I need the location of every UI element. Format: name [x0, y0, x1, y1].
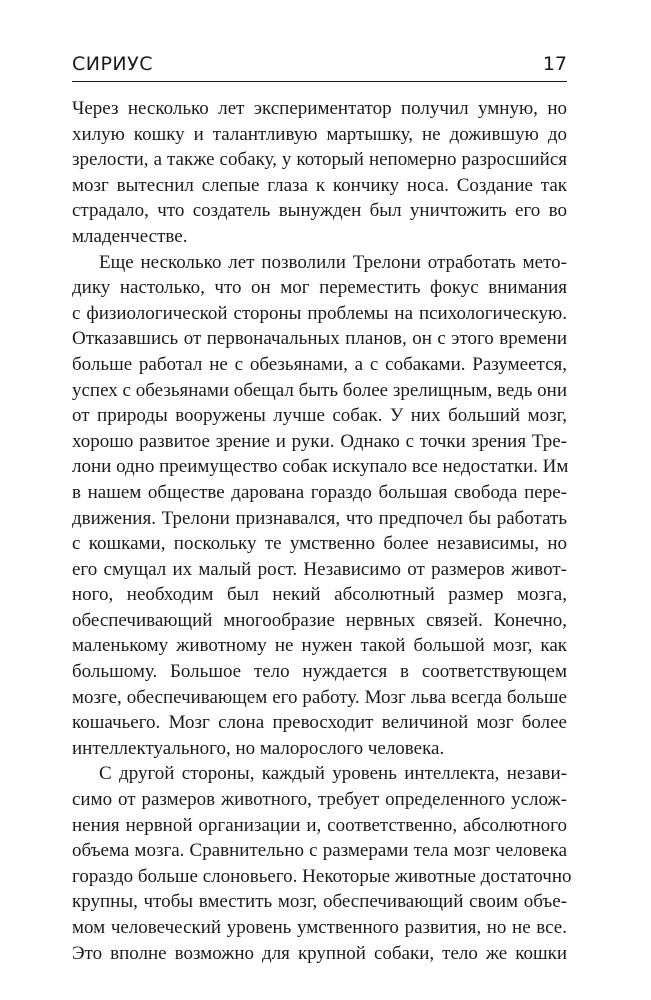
text-line: Это вполне возможно для крупной собаки, тело же кошки: [72, 942, 567, 964]
text-line: Отказавшись от первоначальных планов, он с этого времени: [72, 328, 567, 350]
text-line: симо от размеров животного, требует определенного услож-: [72, 789, 567, 811]
text-line: маленькому животному не нужен такой большой мозг, как: [72, 635, 567, 657]
text-line: обеспечивающий многообразие нервных связей. Конечно,: [72, 609, 567, 631]
text-line: его смущал их малый рост. Независимо от размеров живот-: [72, 558, 567, 580]
text-line: мозге, обеспечивающем его работу. Мозг льва всегда больше: [72, 686, 567, 708]
text-line: большому. Большое тело нуждается в соответствующем: [72, 661, 567, 683]
text-line: С другой стороны, каждый уровень интеллекта, незави-: [99, 763, 567, 785]
text-line: в нашем обществе дарована гораздо большая свобода пере-: [72, 481, 567, 503]
text-line: движения. Трелони признавался, что предпочел бы работать: [72, 507, 567, 529]
text-line: крупны, чтобы вместить мозг, обеспечивающий своим объе-: [72, 891, 567, 913]
paragraph: [72, 250, 567, 762]
page-number: 17: [542, 53, 567, 75]
text-line: страдало, что создатель вынужден был уничтожить его во: [72, 200, 567, 222]
book-title: СИРИУС: [72, 53, 153, 75]
text-line: интеллектуального, но малорослого человека.: [72, 737, 445, 759]
text-line: успех с обезьянами обещал быть более зрелищным, ведь они: [72, 379, 567, 401]
paragraph: [72, 96, 567, 250]
text-line: от природы вооружены лучше собак. У них больший мозг,: [72, 405, 567, 427]
text-line: дику настолько, что он мог переместить фокус внимания: [72, 277, 567, 299]
text-line: хилую кошку и талантливую мартышку, не дожившую до: [72, 123, 567, 145]
text-line: мом человеческий уровень умственного развития, но не все.: [72, 917, 567, 938]
text-line: ного, необходим был некий абсолютный размер мозга,: [72, 584, 567, 606]
text-line: зрелости, а также собаку, у который непомерно разросшийся: [72, 149, 567, 171]
body-text: [72, 96, 572, 966]
text-line: Еще несколько лет позволили Трелони отработать мето-: [99, 251, 567, 273]
text-line: младенчестве.: [72, 225, 188, 247]
text-line: кошачьего. Мозг слона превосходит величиной мозг более: [72, 712, 567, 734]
text-line: объема мозга. Сравнительно с размерами тела мозг человека: [72, 840, 567, 862]
text-line: с кошками, поскольку те умственно более независимы, но: [72, 533, 567, 555]
text-line: нения нервной организации и, соответственно, абсолютного: [72, 814, 567, 836]
running-head: [72, 50, 567, 78]
text-line: мозг вытеснил слепые глаза к кончику носа. Создание так: [72, 174, 567, 196]
paragraph: [72, 761, 572, 966]
text-line: Через несколько лет экспериментатор получил умную, но: [72, 98, 567, 119]
text-line: гораздо больше слоновьего. Некоторые животные достаточно: [72, 865, 572, 887]
header-rule: [72, 81, 567, 82]
text-line: больше работал не с обезьянами, а с собаками. Разумеется,: [72, 353, 567, 375]
text-line: хорошо развитое зрение и руки. Однако с точки зрения Тре-: [72, 430, 567, 452]
text-line: с физиологической стороны проблемы на психологическую.: [72, 302, 567, 324]
text-line: лони одно преимущество собак искупало все недостатки. Им: [72, 456, 569, 478]
